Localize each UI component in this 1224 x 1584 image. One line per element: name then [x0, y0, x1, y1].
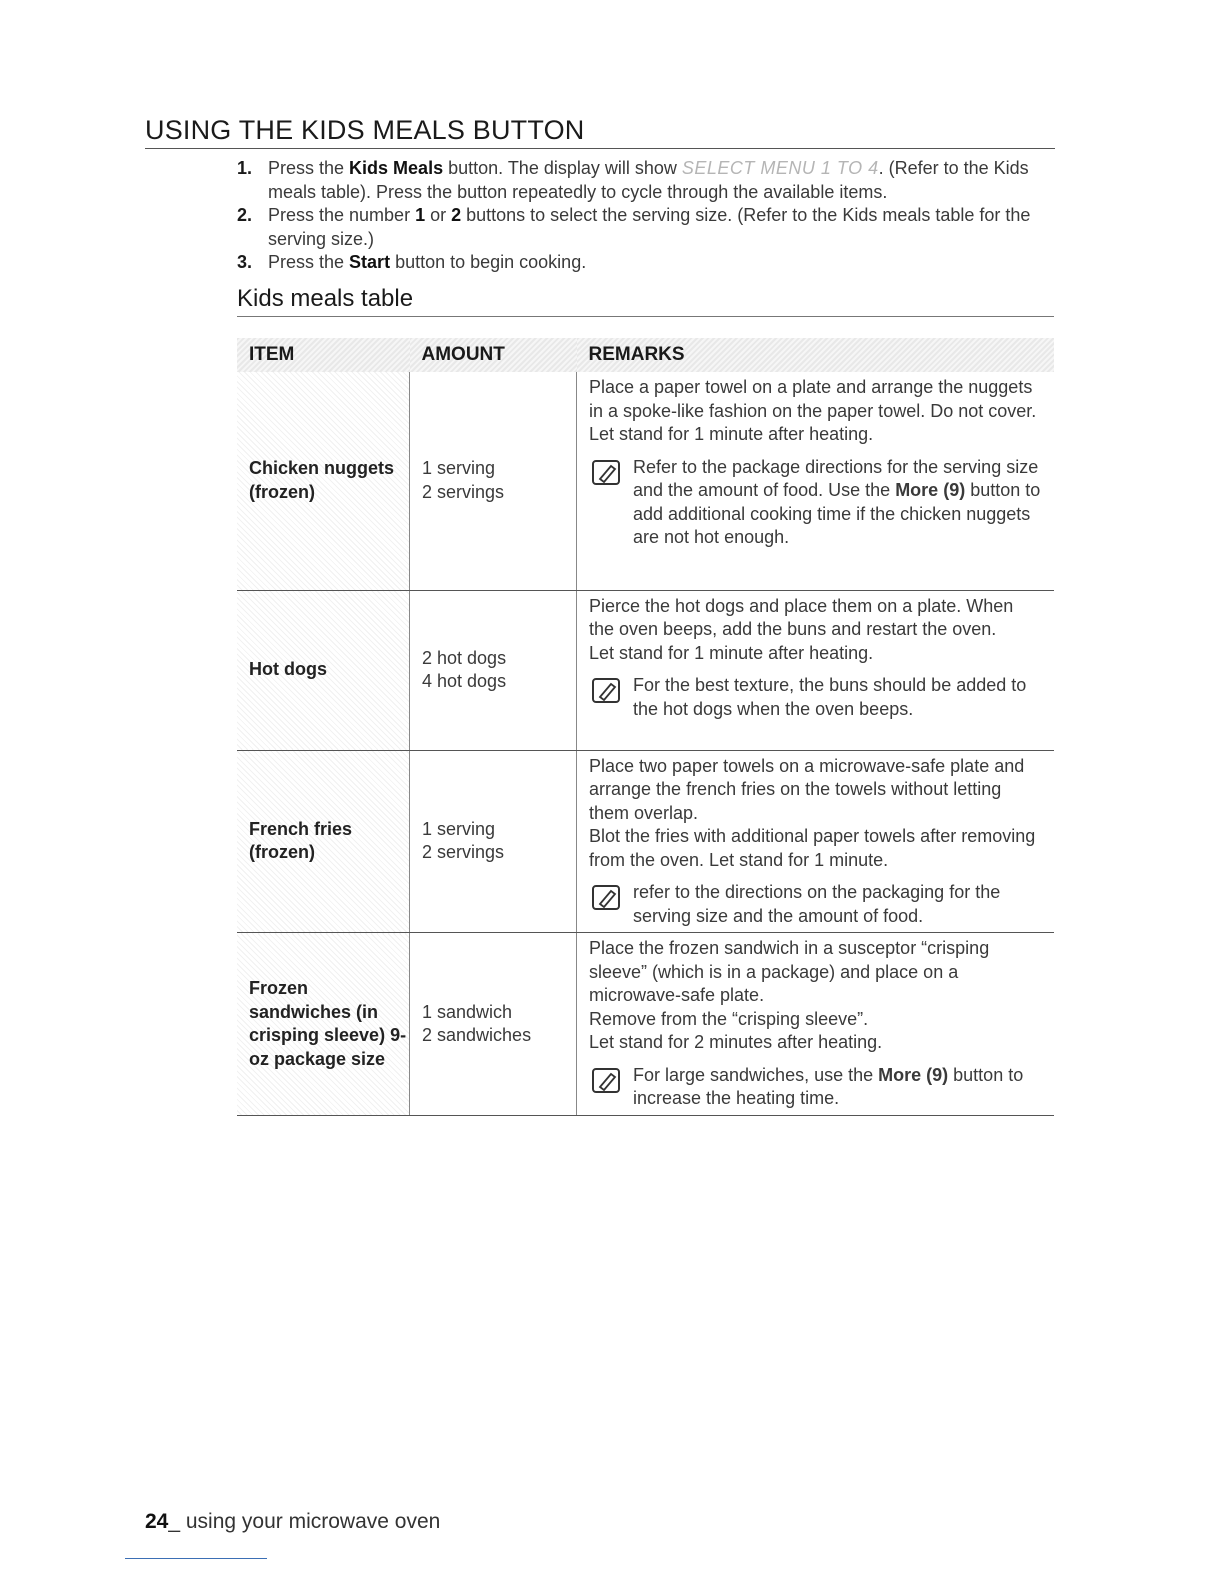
remarks-text: Place two paper towels on a microwave-safe plate and arrange the french fries on the towels without letting them overlap.	[589, 755, 1025, 823]
amount-cell	[410, 372, 577, 590]
remarks-text: Remove from the “crisping sleeve”.	[589, 1008, 869, 1029]
kids-meals-table	[237, 338, 1054, 1116]
note-pencil-icon	[591, 1067, 623, 1102]
step-text: Press the number	[268, 205, 416, 225]
header-remarks: REMARKS	[577, 338, 1055, 372]
step-text: Press the	[268, 252, 350, 272]
note-pencil-icon	[591, 677, 623, 712]
amount-line: 1 serving	[422, 458, 496, 479]
amount-line: 4 hot dogs	[422, 671, 507, 691]
amount-line: 1 serving	[422, 818, 496, 839]
note	[589, 881, 1042, 928]
step-text: Press the	[268, 158, 350, 178]
amount-line: 2 servings	[422, 842, 505, 863]
remarks-cell	[577, 933, 1055, 1116]
footer-rule	[125, 1558, 267, 1559]
amount-cell	[410, 933, 577, 1116]
note	[589, 456, 1042, 550]
note-pencil-icon	[591, 884, 623, 919]
amount-cell	[410, 590, 577, 750]
kids-meals-label: Kids Meals	[349, 158, 444, 178]
number-one-label: 1	[415, 205, 426, 225]
note-pencil-icon	[591, 459, 623, 494]
footer-label: _ using your microwave oven	[168, 1510, 441, 1533]
step-3	[237, 251, 1052, 275]
step-text: or	[425, 205, 452, 225]
table-header-row	[237, 338, 1054, 372]
note	[589, 1064, 1042, 1111]
header-amount: AMOUNT	[410, 338, 577, 372]
start-label: Start	[349, 252, 391, 272]
amount-line: 2 servings	[422, 481, 505, 502]
display-readout: SELECT MENU 1 TO 4	[681, 158, 879, 178]
remarks-cell	[577, 750, 1055, 933]
note-text: Refer to the package directions for the serving size and the amount of food. Use the	[633, 456, 1039, 500]
table-title: Kids meals table	[237, 284, 1054, 317]
note-text: For the best texture, the buns should be added to the hot dogs when the oven beeps.	[633, 675, 1027, 719]
more-button-label: More (9)	[878, 1064, 949, 1085]
amount-cell	[410, 750, 577, 933]
amount-line: 2 sandwiches	[422, 1025, 532, 1045]
note-text: refer to the directions on the packaging for the serving size and the amount of food.	[633, 882, 1001, 926]
number-two-label: 2	[451, 205, 462, 225]
note-text: button to add additional cooking time if the chicken nuggets are not hot enough.	[633, 480, 1041, 547]
remarks-text: Blot the fries with additional paper towels after removing from the oven. Let stand for 1 minute.	[589, 826, 1036, 870]
remarks-text: Place a paper towel on a plate and arrange the nuggets in a spoke-like fashion on the paper towel. Do not cover. Let stand for 1 minute after heating.	[589, 377, 1037, 444]
remarks-text: Pierce the hot dogs and place them on a plate. When the oven beeps, add the buns and restart the oven.	[589, 595, 1014, 639]
step-text: button to begin cooking.	[390, 252, 587, 272]
step-1	[237, 157, 1052, 204]
note-text: For large sandwiches, use the	[633, 1064, 879, 1085]
remarks-cell	[577, 372, 1055, 590]
step-number: 3.	[237, 252, 253, 272]
remarks-text: Let stand for 2 minutes after heating.	[589, 1032, 883, 1052]
item-cell: Frozen sandwiches (in crisping sleeve) 9-oz package size	[237, 933, 410, 1116]
step-number: 1.	[237, 158, 253, 178]
remarks-text: Place the frozen sandwich in a susceptor “crisping sleeve” (which is in a package) and place on a microwave-safe plate.	[589, 938, 990, 1005]
remarks-text: Let stand for 1 minute after heating.	[589, 642, 874, 663]
remarks-cell	[577, 590, 1055, 750]
step-text: button. The display will show	[443, 158, 682, 178]
table-row	[237, 372, 1054, 590]
item-cell: Chicken nuggets (frozen)	[237, 372, 410, 590]
page-footer	[145, 1510, 440, 1534]
table-row	[237, 750, 1054, 933]
amount-line: 2 hot dogs	[422, 647, 507, 668]
table-row	[237, 933, 1054, 1116]
item-cell: French fries (frozen)	[237, 750, 410, 933]
step-text: . (Refer to the Kids meals table). Press the button repeatedly to cycle through the available items.	[268, 158, 1029, 202]
item-cell: Hot dogs	[237, 590, 410, 750]
header-item: ITEM	[237, 338, 410, 372]
step-text: buttons to select the serving size. (Refer to the Kids meals table for the serving size.)	[268, 205, 1031, 249]
amount-line: 1 sandwich	[422, 1001, 513, 1022]
instruction-steps	[237, 157, 1052, 275]
table-row	[237, 590, 1054, 750]
page-number: 24	[145, 1510, 169, 1533]
note	[589, 674, 1042, 721]
note-text: button to increase the heating time.	[633, 1064, 1024, 1108]
step-number: 2.	[237, 205, 253, 225]
step-2	[237, 204, 1052, 251]
more-button-label: More (9)	[895, 480, 966, 500]
page-title: USING THE KIDS MEALS BUTTON	[145, 114, 1055, 149]
